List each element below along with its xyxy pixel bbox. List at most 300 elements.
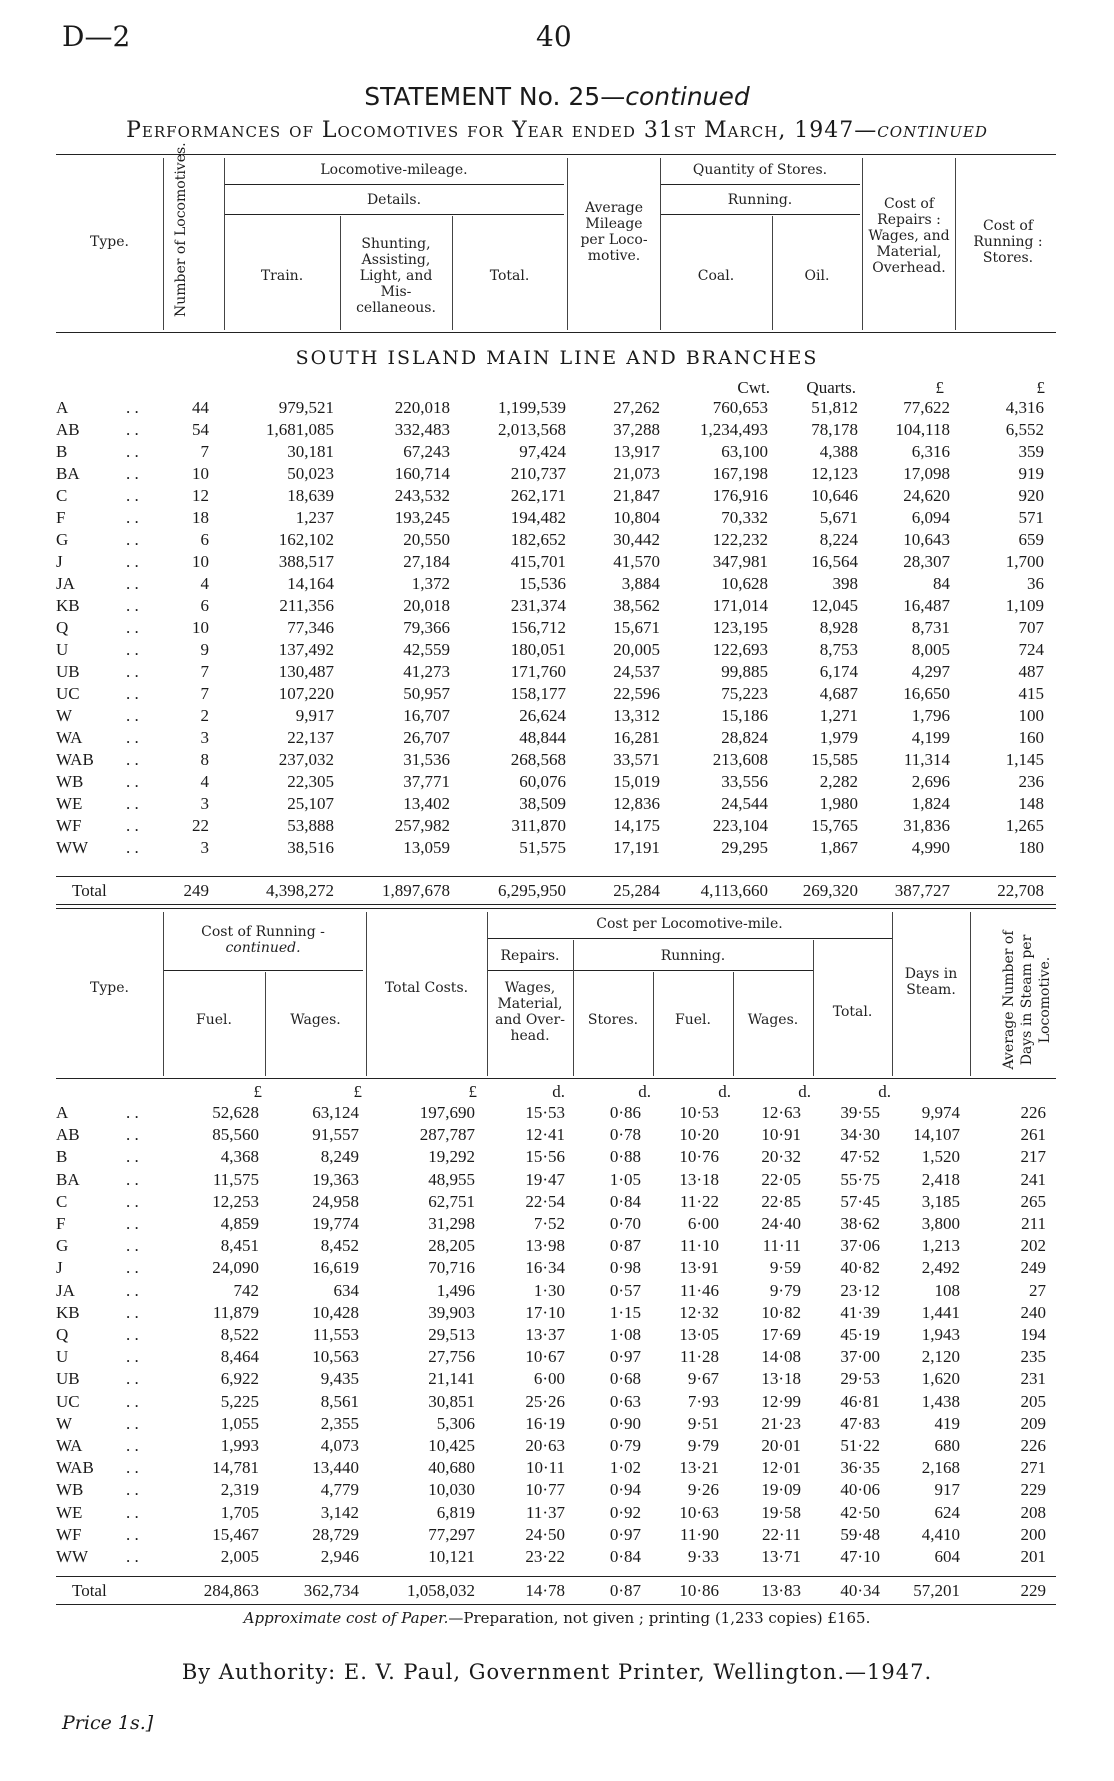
table-cell: 3 bbox=[200, 728, 209, 747]
table-cell: 22·11 bbox=[761, 1524, 801, 1544]
loco-mileage-header: Locomotive-mileage. bbox=[320, 162, 468, 178]
table-cell: 13·37 bbox=[525, 1325, 565, 1344]
type-cell: WA bbox=[56, 1436, 83, 1455]
table-cell: 10·91 bbox=[761, 1125, 801, 1145]
table-cell: 60,076 bbox=[519, 772, 566, 791]
table-cell: 99,885 bbox=[721, 662, 768, 681]
table-row bbox=[56, 507, 1056, 529]
table-cell: 13,312 bbox=[613, 706, 660, 725]
table-row bbox=[56, 1302, 1056, 1324]
table-cell: 19,292 bbox=[428, 1147, 475, 1167]
table-cell: 19,363 bbox=[312, 1169, 359, 1189]
table-cell: 15,585 bbox=[811, 750, 858, 769]
table-cell: 1,824 bbox=[911, 794, 950, 813]
table-cell: 211,356 bbox=[279, 596, 334, 615]
table-cell: 12·63 bbox=[761, 1103, 801, 1122]
table-cell: 10,643 bbox=[903, 530, 950, 549]
table-cell: 359 bbox=[1018, 442, 1044, 461]
cost-running-header: Cost of Running : Stores. bbox=[973, 218, 1043, 266]
page-number: 40 bbox=[536, 20, 572, 53]
table-row bbox=[56, 1457, 1056, 1479]
table-cell: 7 bbox=[200, 662, 209, 681]
leader-dots: . . bbox=[126, 750, 139, 769]
table-cell: 51·22 bbox=[840, 1436, 880, 1455]
table-cell: 130,487 bbox=[278, 662, 334, 681]
rule bbox=[56, 904, 1056, 905]
fuel-header-2: Fuel. bbox=[675, 1012, 711, 1028]
table-cell: 176,916 bbox=[712, 486, 768, 505]
authority-line: By Authority: E. V. Paul, Government Printer, Wellington.—1947. bbox=[181, 1660, 933, 1684]
table-cell: 1,796 bbox=[911, 706, 950, 725]
total-cell: 0·87 bbox=[609, 1581, 641, 1600]
table-cell: 6,819 bbox=[436, 1502, 475, 1522]
type-cell: KB bbox=[56, 1302, 80, 1322]
table-cell: 11,879 bbox=[212, 1302, 259, 1322]
table-cell: 10 bbox=[192, 464, 209, 483]
days-header: Days in Steam. bbox=[904, 966, 958, 998]
table-cell: 122,232 bbox=[712, 530, 768, 549]
unit-oil: Quarts. bbox=[806, 378, 856, 397]
leader-dots: . . bbox=[126, 1413, 139, 1433]
rule bbox=[56, 154, 1056, 155]
table-cell: 20,005 bbox=[613, 640, 660, 659]
table-cell: 44 bbox=[192, 398, 209, 417]
table-cell: 237,032 bbox=[278, 750, 334, 769]
table-cell: 75,223 bbox=[721, 684, 768, 703]
table-cell: 9·67 bbox=[687, 1369, 719, 1389]
leader-dots: . . bbox=[126, 596, 139, 615]
table-cell: 11·11 bbox=[762, 1236, 801, 1256]
table-cell: 15,186 bbox=[721, 706, 768, 725]
table-cell: 70,716 bbox=[428, 1258, 475, 1278]
rule bbox=[224, 158, 225, 330]
table-cell: 67,243 bbox=[403, 442, 450, 461]
table-row bbox=[56, 419, 1056, 441]
table-cell: 10,428 bbox=[312, 1302, 359, 1322]
rule bbox=[56, 332, 1056, 333]
table-cell: 9·26 bbox=[687, 1480, 719, 1500]
table-cell: 19,774 bbox=[312, 1214, 359, 1233]
table-row bbox=[56, 617, 1056, 639]
repairs-header-2: Repairs. bbox=[500, 948, 560, 964]
table-cell: 36 bbox=[1027, 574, 1044, 593]
leader-dots: . . bbox=[126, 398, 139, 417]
table-cell: 12·41 bbox=[525, 1125, 565, 1145]
unit-repairs: £ bbox=[935, 378, 944, 397]
table-cell: 30,442 bbox=[613, 530, 660, 549]
table-cell: 10,563 bbox=[312, 1347, 359, 1367]
table-cell: 9,974 bbox=[921, 1103, 960, 1122]
table-cell: 38·62 bbox=[840, 1214, 880, 1233]
leader-dots: . . bbox=[126, 552, 139, 571]
table-cell: 0·78 bbox=[609, 1125, 641, 1145]
rule bbox=[955, 158, 956, 330]
table-cell: 194 bbox=[1020, 1325, 1046, 1344]
type-cell: WF bbox=[56, 1524, 82, 1544]
table-cell: 7 bbox=[200, 442, 209, 461]
rule bbox=[224, 184, 564, 185]
table-cell: 7·93 bbox=[687, 1391, 719, 1411]
table-cell: 24,620 bbox=[903, 486, 950, 505]
type-cell: UC bbox=[56, 684, 80, 703]
table-cell: 3,800 bbox=[921, 1214, 960, 1233]
type-cell: WE bbox=[56, 794, 83, 813]
total-header-2: Total. bbox=[832, 1004, 873, 1020]
table-cell: 0·92 bbox=[609, 1502, 641, 1522]
table-cell: 25,107 bbox=[287, 794, 334, 813]
table-cell: 261 bbox=[1020, 1125, 1046, 1145]
table-cell: 10·82 bbox=[761, 1302, 801, 1322]
table-cell: 0·79 bbox=[609, 1436, 641, 1455]
table-row bbox=[56, 727, 1056, 749]
table-cell: 15,765 bbox=[811, 816, 858, 835]
table-row bbox=[56, 1524, 1056, 1546]
table-row bbox=[56, 1146, 1056, 1168]
table-cell: 0·84 bbox=[609, 1547, 641, 1566]
type-cell: W bbox=[56, 1413, 73, 1433]
table-cell: 28,824 bbox=[721, 728, 768, 747]
table-cell: 262,171 bbox=[510, 486, 566, 505]
table-cell: 1,213 bbox=[921, 1236, 960, 1256]
table-cell: 47·52 bbox=[840, 1147, 880, 1167]
table-cell: 0·70 bbox=[609, 1214, 641, 1233]
table-cell: 707 bbox=[1018, 618, 1044, 637]
table-cell: 1,520 bbox=[921, 1147, 960, 1167]
table-cell: 26,624 bbox=[519, 706, 566, 725]
table-cell: 15,671 bbox=[613, 618, 660, 637]
table-cell: 10·67 bbox=[525, 1347, 565, 1367]
rule bbox=[56, 1078, 1056, 1079]
table-cell: 6,174 bbox=[819, 662, 858, 681]
table-cell: 241 bbox=[1020, 1169, 1046, 1189]
unit-coal: Cwt. bbox=[737, 378, 770, 397]
table-cell: 311,870 bbox=[511, 816, 566, 835]
total-cell: 10·86 bbox=[679, 1581, 719, 1600]
table-cell: 229 bbox=[1020, 1480, 1046, 1500]
table-cell: 23·22 bbox=[525, 1547, 565, 1566]
table-cell: 742 bbox=[233, 1280, 259, 1300]
table-cell: 78,178 bbox=[811, 420, 858, 439]
type-header: Type. bbox=[90, 234, 129, 250]
total-cell: 1,897,678 bbox=[382, 881, 450, 900]
table-cell: 249 bbox=[1020, 1258, 1046, 1278]
table-cell: 11,314 bbox=[903, 750, 950, 769]
type-cell: KB bbox=[56, 596, 80, 615]
table-cell: 47·83 bbox=[840, 1413, 880, 1433]
total-cell: 269,320 bbox=[802, 881, 858, 900]
unit-label: £ bbox=[253, 1082, 262, 1101]
continued-label: continued. bbox=[225, 940, 301, 956]
table-cell: 21,073 bbox=[613, 464, 660, 483]
table-cell: 1,372 bbox=[411, 574, 450, 593]
type-cell: C bbox=[56, 1191, 68, 1211]
table-cell: 11·10 bbox=[679, 1236, 719, 1256]
rule bbox=[340, 216, 341, 330]
unit-label: d. bbox=[638, 1082, 651, 1101]
table-cell: 201 bbox=[1020, 1547, 1046, 1566]
table-row bbox=[56, 1169, 1056, 1191]
table-cell: 70,332 bbox=[721, 508, 768, 527]
table-cell: 48,844 bbox=[519, 728, 566, 747]
table-cell: 14,164 bbox=[287, 574, 334, 593]
table-row bbox=[56, 1324, 1056, 1346]
table-cell: 10,425 bbox=[428, 1436, 475, 1455]
leader-dots: . . bbox=[126, 574, 139, 593]
table-cell: 29,295 bbox=[721, 838, 768, 857]
rule bbox=[660, 184, 860, 185]
table-row bbox=[56, 485, 1056, 507]
table-cell: 158,177 bbox=[510, 684, 566, 703]
table-cell: 9·79 bbox=[687, 1436, 719, 1455]
table-cell: 12,836 bbox=[613, 794, 660, 813]
table-cell: 11·37 bbox=[525, 1502, 565, 1522]
coal-header: Coal. bbox=[697, 268, 735, 284]
table-cell: 37·00 bbox=[840, 1347, 880, 1367]
total-cell: 362,734 bbox=[303, 1581, 359, 1600]
avg-days-header: Average Number of Days in Steam per Locomotive. bbox=[1001, 930, 1053, 1070]
table-cell: 1,993 bbox=[220, 1436, 259, 1455]
table-cell: 724 bbox=[1018, 640, 1044, 659]
table-cell: 18,639 bbox=[287, 486, 334, 505]
table-cell: 9·59 bbox=[769, 1258, 801, 1278]
table-cell: 271 bbox=[1020, 1458, 1046, 1478]
subtitle-text: Performances of Locomotives for Year ended 31st March, 1947— bbox=[126, 118, 878, 143]
table-cell: 8,561 bbox=[320, 1391, 359, 1411]
subtitle-continued: continued bbox=[877, 118, 988, 143]
table-cell: 3,185 bbox=[921, 1191, 960, 1211]
table-cell: 1,265 bbox=[1005, 816, 1044, 835]
table-cell: 16,650 bbox=[903, 684, 950, 703]
table-cell: 20·01 bbox=[761, 1436, 801, 1455]
table-cell: 571 bbox=[1018, 508, 1044, 527]
table-cell: 19·47 bbox=[525, 1169, 565, 1189]
type-cell: JA bbox=[56, 1280, 75, 1300]
total-cell: 22,708 bbox=[997, 881, 1044, 900]
table-cell: 77,297 bbox=[428, 1524, 475, 1544]
table-cell: 920 bbox=[1018, 486, 1044, 505]
table-cell: 1,109 bbox=[1005, 596, 1044, 615]
table-cell: 59·48 bbox=[840, 1524, 880, 1544]
rule bbox=[487, 938, 892, 939]
table-cell: 182,652 bbox=[510, 530, 566, 549]
table-cell: 209 bbox=[1020, 1413, 1046, 1433]
table-cell: 487 bbox=[1018, 662, 1044, 681]
table-cell: 979,521 bbox=[278, 398, 334, 417]
type-cell: F bbox=[56, 1214, 66, 1233]
total-cell: 1,058,032 bbox=[407, 1581, 475, 1600]
table-row bbox=[56, 705, 1056, 727]
number-header: Number of Locomotives. bbox=[173, 142, 189, 317]
running-header: Running. bbox=[727, 192, 793, 208]
table-cell: 14,107 bbox=[913, 1125, 960, 1145]
table-cell: 1,496 bbox=[436, 1280, 475, 1300]
table-cell: 26,707 bbox=[403, 728, 450, 747]
table-row bbox=[56, 529, 1056, 551]
leader-dots: . . bbox=[126, 508, 139, 527]
table-cell: 211 bbox=[1021, 1214, 1046, 1233]
table-cell: 15·53 bbox=[525, 1103, 565, 1122]
leader-dots: . . bbox=[126, 684, 139, 703]
table-cell: 156,712 bbox=[510, 618, 566, 637]
table-cell: 108 bbox=[934, 1280, 960, 1300]
table-cell: 4,368 bbox=[220, 1147, 259, 1167]
leader-dots: . . bbox=[126, 1436, 139, 1455]
leader-dots: . . bbox=[126, 1236, 139, 1256]
leader-dots: . . bbox=[126, 1147, 139, 1167]
table-cell: 0·98 bbox=[609, 1258, 641, 1278]
table-row bbox=[56, 397, 1056, 419]
table-cell: 226 bbox=[1020, 1103, 1046, 1122]
table-cell: 31,298 bbox=[428, 1214, 475, 1233]
shunting-header: Shunting, Assisting, Light, and Mis-cellaneous. bbox=[356, 236, 436, 316]
type-cell: JA bbox=[56, 574, 75, 593]
unit-label: d. bbox=[878, 1082, 891, 1101]
table-cell: 193,245 bbox=[394, 508, 450, 527]
table-cell: 4 bbox=[200, 574, 209, 593]
table-cell: 148 bbox=[1018, 794, 1044, 813]
table-cell: 13,059 bbox=[403, 838, 450, 857]
table-cell: 12,123 bbox=[811, 464, 858, 483]
unit-label: £ bbox=[468, 1082, 477, 1101]
table-cell: 45·19 bbox=[840, 1325, 880, 1344]
table-cell: 213,608 bbox=[712, 750, 768, 769]
table-cell: 16,564 bbox=[811, 552, 858, 571]
table-cell: 287,787 bbox=[419, 1125, 475, 1145]
repairs-detail-header: Wages, Material, and Over-head. bbox=[495, 980, 565, 1044]
table-cell: 220,018 bbox=[394, 398, 450, 417]
details-header: Details. bbox=[366, 192, 422, 208]
table-cell: 18 bbox=[192, 508, 209, 527]
table-cell: 10·11 bbox=[525, 1458, 565, 1478]
table-cell: 388,517 bbox=[278, 552, 334, 571]
table-cell: 17,191 bbox=[613, 838, 660, 857]
table-cell: 10 bbox=[192, 618, 209, 637]
table-row bbox=[56, 1413, 1056, 1435]
table-row bbox=[56, 793, 1056, 815]
table-cell: 1·30 bbox=[533, 1280, 565, 1300]
table-cell: 21,847 bbox=[613, 486, 660, 505]
table-cell: 10·53 bbox=[679, 1103, 719, 1122]
table-row bbox=[56, 463, 1056, 485]
total-header: Total. bbox=[489, 268, 530, 284]
table-cell: 77,346 bbox=[287, 618, 334, 637]
table-cell: 171,760 bbox=[510, 662, 566, 681]
table-row bbox=[56, 683, 1056, 705]
table-cell: 34·30 bbox=[840, 1125, 880, 1145]
table-cell: 55·75 bbox=[840, 1169, 880, 1189]
type-cell: Q bbox=[56, 1325, 69, 1344]
table-cell: 2,168 bbox=[921, 1458, 960, 1478]
table-cell: 40·82 bbox=[840, 1258, 880, 1278]
table-cell: 8,005 bbox=[911, 640, 950, 659]
total-row bbox=[56, 880, 1056, 902]
table-cell: 20·63 bbox=[525, 1436, 565, 1455]
repairs-header: Cost of Repairs : Wages, and Material, Overhead. bbox=[868, 196, 950, 276]
table-cell: 634 bbox=[333, 1280, 359, 1300]
table-cell: 13,402 bbox=[403, 794, 450, 813]
table-cell: 22·54 bbox=[525, 1191, 565, 1211]
table-cell: 197,690 bbox=[419, 1103, 475, 1122]
table-cell: 2,319 bbox=[220, 1480, 259, 1500]
table-cell: 17·69 bbox=[761, 1325, 801, 1344]
table-cell: 1·02 bbox=[609, 1458, 641, 1478]
table-cell: 21,141 bbox=[428, 1369, 475, 1389]
table-cell: 27,756 bbox=[428, 1347, 475, 1367]
table-cell: 4 bbox=[200, 772, 209, 791]
table-cell: 29,513 bbox=[428, 1325, 475, 1344]
type-cell: A bbox=[56, 1103, 69, 1122]
leader-dots: . . bbox=[126, 1524, 139, 1544]
leader-dots: . . bbox=[126, 530, 139, 549]
table-cell: 415,701 bbox=[510, 552, 566, 571]
table-cell: 16·34 bbox=[525, 1258, 565, 1278]
table-row bbox=[56, 639, 1056, 661]
table-cell: 200 bbox=[1020, 1524, 1046, 1544]
type-cell: BA bbox=[56, 1169, 80, 1189]
unit-label: £ bbox=[353, 1082, 362, 1101]
table-cell: 0·88 bbox=[609, 1147, 641, 1167]
table-cell: 4,779 bbox=[320, 1480, 359, 1500]
table-cell: 4,316 bbox=[1005, 398, 1044, 417]
leader-dots: . . bbox=[126, 816, 139, 835]
table-cell: 4,990 bbox=[911, 838, 950, 857]
table-row bbox=[56, 1502, 1056, 1524]
table-cell: 85,560 bbox=[212, 1125, 259, 1145]
table-cell: 10,804 bbox=[613, 508, 660, 527]
table-cell: 5,225 bbox=[220, 1391, 259, 1411]
type-cell: WAB bbox=[56, 1458, 94, 1478]
table-cell: 24·50 bbox=[525, 1524, 565, 1544]
table-cell: 13·71 bbox=[761, 1547, 801, 1566]
table-cell: 12·32 bbox=[679, 1302, 719, 1322]
type-cell: WAB bbox=[56, 750, 94, 769]
table-cell: 1,705 bbox=[220, 1502, 259, 1522]
leader-dots: . . bbox=[126, 1502, 139, 1522]
leader-dots: . . bbox=[126, 838, 139, 857]
rule bbox=[660, 214, 860, 215]
leader-dots: . . bbox=[126, 1347, 139, 1367]
rule bbox=[163, 970, 363, 971]
table-cell: 1,943 bbox=[921, 1325, 960, 1344]
table-row bbox=[56, 1102, 1056, 1124]
table-cell: 415 bbox=[1018, 684, 1044, 703]
table-cell: 51,575 bbox=[519, 838, 566, 857]
table-cell: 24,090 bbox=[212, 1258, 259, 1278]
type-cell: G bbox=[56, 530, 69, 549]
table-cell: 1,700 bbox=[1005, 552, 1044, 571]
table-row bbox=[56, 1257, 1056, 1279]
table-row bbox=[56, 595, 1056, 617]
table-cell: 604 bbox=[934, 1547, 960, 1566]
table-cell: 347,981 bbox=[712, 552, 768, 571]
table-cell: 8,249 bbox=[320, 1147, 359, 1167]
table-cell: 33,571 bbox=[613, 750, 660, 769]
table-cell: 235 bbox=[1020, 1347, 1046, 1367]
table-cell: 22 bbox=[192, 816, 209, 835]
type-cell: G bbox=[56, 1236, 69, 1256]
table-row bbox=[56, 1479, 1056, 1501]
leader-dots: . . bbox=[126, 772, 139, 791]
table-cell: 27,184 bbox=[403, 552, 450, 571]
leader-dots: . . bbox=[126, 706, 139, 725]
table-cell: 6,316 bbox=[911, 442, 950, 461]
table-cell: 9,435 bbox=[320, 1369, 359, 1389]
table-cell: 52,628 bbox=[212, 1103, 259, 1122]
leader-dots: . . bbox=[126, 1280, 139, 1300]
table-cell: 8,753 bbox=[819, 640, 858, 659]
table-cell: 54 bbox=[192, 420, 209, 439]
table-cell: 10·77 bbox=[525, 1480, 565, 1500]
